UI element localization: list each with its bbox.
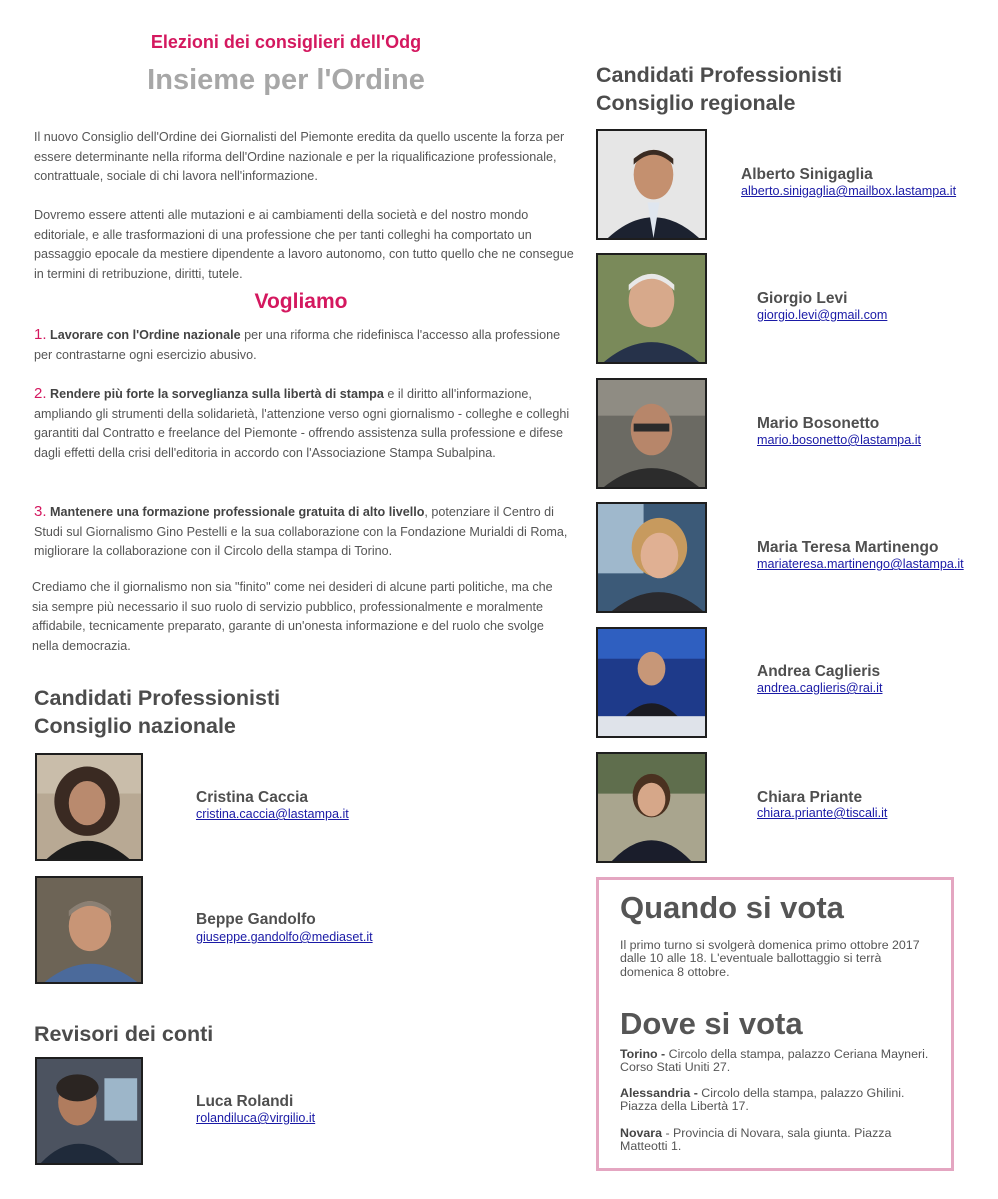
polling-place bbox=[620, 1087, 938, 1114]
where-heading: Dove si vota bbox=[620, 1006, 803, 1041]
polling-place bbox=[620, 1048, 938, 1075]
goal-title: Lavorare con l'Ordine nazionale bbox=[50, 328, 241, 342]
goal-item bbox=[34, 325, 574, 365]
goal-item bbox=[34, 502, 574, 562]
goal-number: 1. bbox=[34, 326, 47, 343]
polling-place-address: Circolo della stampa, palazzo Ceriana Mayneri. Corso Stati Uniti 27. bbox=[620, 1047, 929, 1075]
candidate-photo bbox=[596, 752, 707, 863]
candidate-name: Mario Bosonetto bbox=[757, 415, 880, 432]
polling-place-address: Circolo della stampa, palazzo Ghilini. Piazza della Libertà 17. bbox=[620, 1086, 905, 1114]
polling-place-address: - Provincia di Novara, sala giunta. Piazza Matteotti 1. bbox=[620, 1126, 892, 1154]
candidate-photo bbox=[35, 1057, 143, 1165]
candidate-photo bbox=[596, 378, 707, 489]
when-heading: Quando si vota bbox=[620, 890, 844, 925]
goal-text: , potenziare il Centro di Studi sul Giornalismo Gino Pestelli e la sua collaborazione con la Fondazione Murialdi di Roma, migliorare la collaborazione con il Circolo della stampa di Torino. bbox=[34, 505, 568, 559]
goal-text: e il diritto all'informazione, ampliando gli strumenti della solidarietà, l'attenzione verso ogni giornalismo - colleghe e colleghi garantiti dal Contratto e freelance del Piemonte - offrendo assistenza sulla professione e difese dagli effetti della crisi dell'editoria in accordo con l'Associazione Stampa Subalpina. bbox=[34, 387, 570, 460]
goal-title: Mantenere una formazione professionale gratuita di alto livello bbox=[50, 505, 425, 519]
candidate-email-link[interactable]: giuseppe.gandolfo@mediaset.it bbox=[196, 930, 373, 944]
candidate-name: Beppe Gandolfo bbox=[196, 911, 316, 928]
candidate-photo bbox=[596, 129, 707, 240]
intro-paragraph: Dovremo essere attenti alle mutazioni e ai cambiamenti della società e del nostro mondo editoriale, e alle trasformazioni di una professione che per tanti colleghi ha comportato un passaggio epocale da mestiere dipendente a lavoro autonomo, con tutto quello che ne consegue in termini di retribuzione, diritti, tutele. bbox=[34, 208, 574, 281]
candidate-photo bbox=[35, 876, 143, 984]
candidate-name: Maria Teresa Martinengo bbox=[757, 539, 939, 556]
when-text: Il primo turno si svolgerà domenica primo ottobre 2017 dalle 10 alle 18. L'eventuale ballottaggio si terrà domenica 8 ottobre. bbox=[620, 938, 920, 979]
polling-place-city: Torino - bbox=[620, 1047, 666, 1061]
page-title: Insieme per l'Ordine bbox=[147, 64, 425, 96]
regionale-heading bbox=[596, 61, 842, 117]
goal-item bbox=[34, 384, 574, 463]
candidate-email-link[interactable]: mario.bosonetto@lastampa.it bbox=[757, 433, 921, 447]
candidate-photo bbox=[596, 627, 707, 738]
goal-number: 3. bbox=[34, 503, 47, 520]
goal-text: per una riforma che ridefinisca l'accesso alla professione per contrastarne ogni esercizio abusivo. bbox=[34, 328, 561, 362]
candidate-photo bbox=[596, 253, 707, 364]
candidate-photo bbox=[596, 502, 707, 613]
regionale-heading-line1: Candidati Professionisti bbox=[596, 63, 843, 87]
candidate-email-link[interactable]: giorgio.levi@gmail.com bbox=[757, 308, 888, 322]
regionale-heading-line2: Consiglio regionale bbox=[596, 91, 796, 115]
candidate-email-link[interactable]: mariateresa.martinengo@lastampa.it bbox=[757, 557, 964, 571]
candidate-name: Alberto Sinigaglia bbox=[741, 166, 873, 183]
candidate-name: Cristina Caccia bbox=[196, 789, 308, 806]
intro-paragraph: Il nuovo Consiglio dell'Ordine dei Giornalisti del Piemonte eredita da quello uscente la forza per essere determinante nella riforma dell'Ordine nazionale e per la riqualificazione professionale, contrattuale, sociale di chi lavora nell'informazione. bbox=[34, 130, 565, 184]
candidate-photo bbox=[35, 753, 143, 861]
closing-paragraph: Crediamo che il giornalismo non sia "finito" come nei desideri di alcune parti politiche, ma che sia sempre più necessario il suo ruolo di servizio pubblico, professionalmente e moralmente affidabile, tecnicamente preparato, garante di un'onesta informazione e del ruolo che svolge nella democrazia. bbox=[32, 580, 553, 653]
goal-title: Rendere più forte la sorveglianza sulla libertà di stampa bbox=[50, 387, 384, 401]
candidate-name: Chiara Priante bbox=[757, 789, 863, 806]
revisori-heading: Revisori dei conti bbox=[34, 1022, 214, 1046]
candidate-email-link[interactable]: alberto.sinigaglia@mailbox.lastampa.it bbox=[741, 184, 957, 198]
candidate-email-link[interactable]: rolandiluca@virgilio.it bbox=[196, 1111, 316, 1125]
voting-info-box bbox=[596, 877, 954, 1171]
polling-place-city: Alessandria - bbox=[620, 1086, 698, 1100]
candidate-email-link[interactable]: andrea.caglieris@rai.it bbox=[757, 681, 883, 695]
nazionale-heading-line2: Consiglio nazionale bbox=[34, 714, 236, 738]
page-kicker: Elezioni dei consiglieri dell'Odg bbox=[150, 32, 422, 52]
goal-number: 2. bbox=[34, 385, 47, 402]
candidate-name: Giorgio Levi bbox=[757, 290, 848, 307]
nazionale-heading-line1: Candidati Professionisti bbox=[34, 686, 281, 710]
candidate-name: Luca Rolandi bbox=[196, 1093, 294, 1110]
goals-heading: Vogliamo bbox=[254, 290, 348, 313]
polling-place bbox=[620, 1127, 938, 1154]
candidate-email-link[interactable]: chiara.priante@tiscali.it bbox=[757, 806, 888, 820]
polling-place-city: Novara bbox=[620, 1126, 663, 1140]
candidate-email-link[interactable]: cristina.caccia@lastampa.it bbox=[196, 807, 349, 821]
nazionale-heading bbox=[34, 684, 280, 740]
candidate-name: Andrea Caglieris bbox=[757, 663, 881, 680]
